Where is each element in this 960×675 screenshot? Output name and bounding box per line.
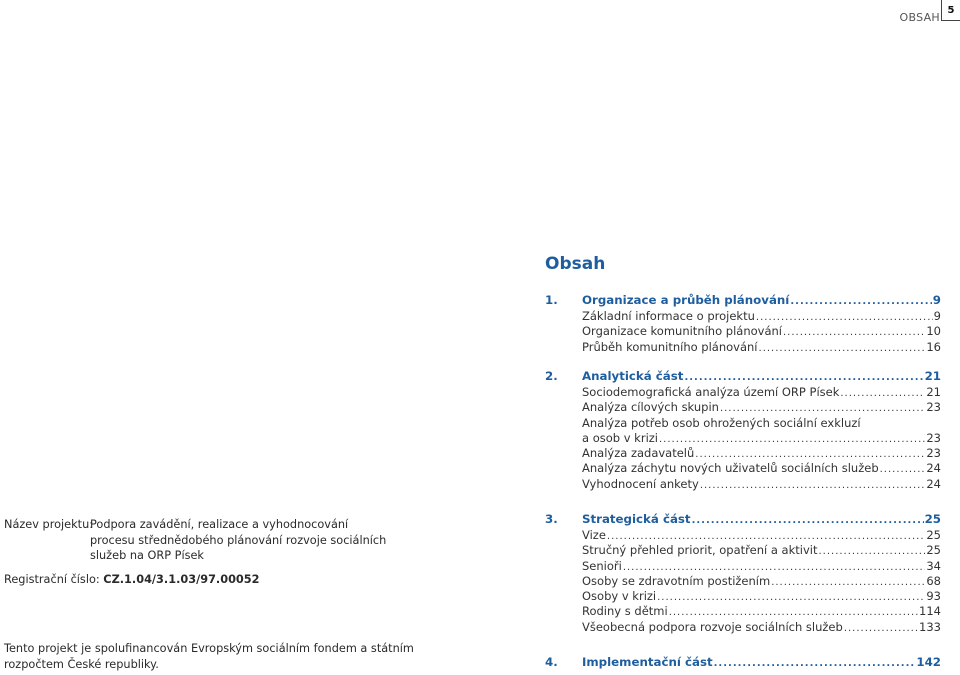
toc-entry-label: Analýza zadavatelů bbox=[582, 446, 695, 461]
toc-entry-label-line2: a osob v krizi bbox=[582, 430, 658, 445]
toc-entry[interactable] bbox=[545, 292, 941, 309]
dot-leader bbox=[669, 605, 918, 620]
toc-entry-label: Vize bbox=[582, 528, 606, 542]
dot-leader bbox=[818, 544, 925, 559]
registration-label: Registrační číslo: bbox=[4, 573, 100, 586]
dot-leader bbox=[657, 590, 925, 605]
toc-entry-label: Osoby v krizi bbox=[582, 589, 657, 604]
dot-leader bbox=[840, 386, 925, 401]
toc-page-number: 24 bbox=[926, 461, 941, 476]
toc-entry[interactable] bbox=[545, 461, 941, 476]
dot-leader bbox=[684, 369, 923, 386]
toc-entry-label-line1[interactable]: Analýza potřeb osob ohrožených sociální exkluzí bbox=[582, 415, 861, 430]
toc-entry-label: Vyhodnocení ankety bbox=[582, 476, 699, 491]
registration-value: CZ.1.04/3.1.03/97.00052 bbox=[103, 573, 260, 586]
toc-entry[interactable] bbox=[545, 385, 941, 400]
toc-entry-label: Senioři bbox=[582, 558, 622, 573]
toc-section-1 bbox=[545, 292, 941, 355]
toc-entry-label: Základní informace o projektu bbox=[582, 309, 755, 323]
toc-entry[interactable] bbox=[545, 446, 941, 461]
toc-page-number: 21 bbox=[924, 369, 941, 383]
toc-entry[interactable] bbox=[545, 604, 941, 619]
dot-leader bbox=[756, 310, 933, 325]
toc-entry[interactable] bbox=[545, 431, 941, 446]
toc-page-number: 23 bbox=[926, 446, 941, 461]
toc-entry-label: Průběh komunitního plánování bbox=[582, 339, 758, 354]
toc-section-number: 1. bbox=[545, 293, 558, 307]
toc-entry[interactable] bbox=[545, 368, 941, 385]
toc-entry-label: Analýza cílových skupin bbox=[582, 400, 719, 415]
dot-leader bbox=[714, 655, 916, 672]
toc-entry-label: Analytická část bbox=[582, 369, 684, 383]
dot-leader bbox=[783, 325, 925, 340]
toc-section-3 bbox=[545, 511, 941, 635]
toc-section-number: 3. bbox=[545, 512, 558, 526]
toc-entry[interactable] bbox=[545, 528, 941, 543]
dot-leader bbox=[695, 447, 925, 462]
funding-note: Tento projekt je spolufinancován Evropským sociálním fondem a státním rozpočtem České republiky. bbox=[4, 642, 414, 671]
dot-leader bbox=[700, 478, 926, 493]
toc-section-2 bbox=[545, 368, 941, 492]
dot-leader bbox=[771, 575, 925, 590]
toc-page-number: 25 bbox=[926, 528, 941, 542]
toc-entry[interactable] bbox=[545, 511, 941, 528]
header-section-label: OBSAH bbox=[899, 11, 940, 24]
project-name-value: Podpora zavádění, realizace a vyhodnocování procesu střednědobého plánování rozvoje sociálních služeb na ORP Písek bbox=[90, 518, 387, 562]
dot-leader bbox=[790, 293, 931, 310]
toc-page-number: 10 bbox=[926, 324, 941, 339]
dot-leader bbox=[659, 432, 925, 447]
toc-entry-label: Stručný přehled priorit, opatření a aktivit bbox=[582, 543, 818, 558]
toc-page-number: 24 bbox=[926, 476, 941, 491]
toc-page-number: 142 bbox=[916, 655, 941, 669]
toc-section-number: 4. bbox=[545, 655, 558, 669]
dot-leader bbox=[692, 512, 924, 529]
toc-entry-label: Organizace a průběh plánování bbox=[582, 293, 790, 307]
project-info bbox=[4, 517, 390, 564]
dot-leader bbox=[880, 462, 926, 477]
toc-entry[interactable] bbox=[545, 324, 941, 339]
page-number: 5 bbox=[941, 0, 960, 21]
toc-entry-label: Implementační část bbox=[582, 655, 713, 669]
toc-entry[interactable] bbox=[545, 309, 941, 324]
toc-page-number: 68 bbox=[926, 573, 941, 588]
toc-entry-label: Osoby se zdravotním postižením bbox=[582, 573, 771, 588]
toc-page-number: 93 bbox=[926, 589, 941, 604]
toc-page-number: 34 bbox=[926, 558, 941, 573]
toc-title: Obsah bbox=[545, 254, 606, 274]
toc-entry[interactable] bbox=[545, 477, 941, 492]
toc-page-number: 25 bbox=[924, 512, 941, 526]
toc-entry[interactable] bbox=[545, 340, 941, 355]
dot-leader bbox=[607, 529, 925, 544]
toc-page-number: 114 bbox=[919, 604, 941, 619]
toc-section-4 bbox=[545, 654, 941, 671]
toc-page-number: 16 bbox=[926, 339, 941, 354]
toc-entry-label: Strategická část bbox=[582, 512, 691, 526]
toc-entry[interactable] bbox=[545, 620, 941, 635]
dot-leader bbox=[720, 401, 925, 416]
registration-number bbox=[4, 573, 260, 586]
toc-page-number: 133 bbox=[919, 619, 941, 634]
dot-leader bbox=[759, 341, 926, 356]
project-name-label: Název projektu: bbox=[4, 518, 94, 531]
dot-leader bbox=[623, 560, 926, 575]
toc-page-number: 21 bbox=[926, 385, 941, 399]
toc-page-number: 23 bbox=[926, 430, 941, 445]
toc-entry-label: Rodiny s dětmi bbox=[582, 604, 668, 619]
toc-entry-label: Sociodemografická analýza území ORP Písek bbox=[582, 385, 840, 399]
toc-page-number: 9 bbox=[933, 309, 941, 323]
toc-entry-label: Analýza záchytu nových uživatelů sociálních služeb bbox=[582, 461, 879, 476]
toc-page-number: 23 bbox=[926, 400, 941, 415]
toc-section-number: 2. bbox=[545, 369, 558, 383]
toc-entry-label: Všeobecná podpora rozvoje sociálních služeb bbox=[582, 619, 843, 634]
toc-page-number: 25 bbox=[926, 543, 941, 558]
toc-entry-label: Organizace komunitního plánování bbox=[582, 324, 782, 339]
toc-page-number: 9 bbox=[932, 293, 941, 307]
toc-entry[interactable] bbox=[545, 559, 941, 574]
toc-entry[interactable] bbox=[545, 543, 941, 558]
dot-leader bbox=[844, 621, 918, 636]
toc-entry[interactable] bbox=[545, 654, 941, 671]
toc-entry[interactable] bbox=[545, 574, 941, 589]
toc-entry[interactable] bbox=[545, 589, 941, 604]
toc-entry[interactable] bbox=[545, 400, 941, 415]
